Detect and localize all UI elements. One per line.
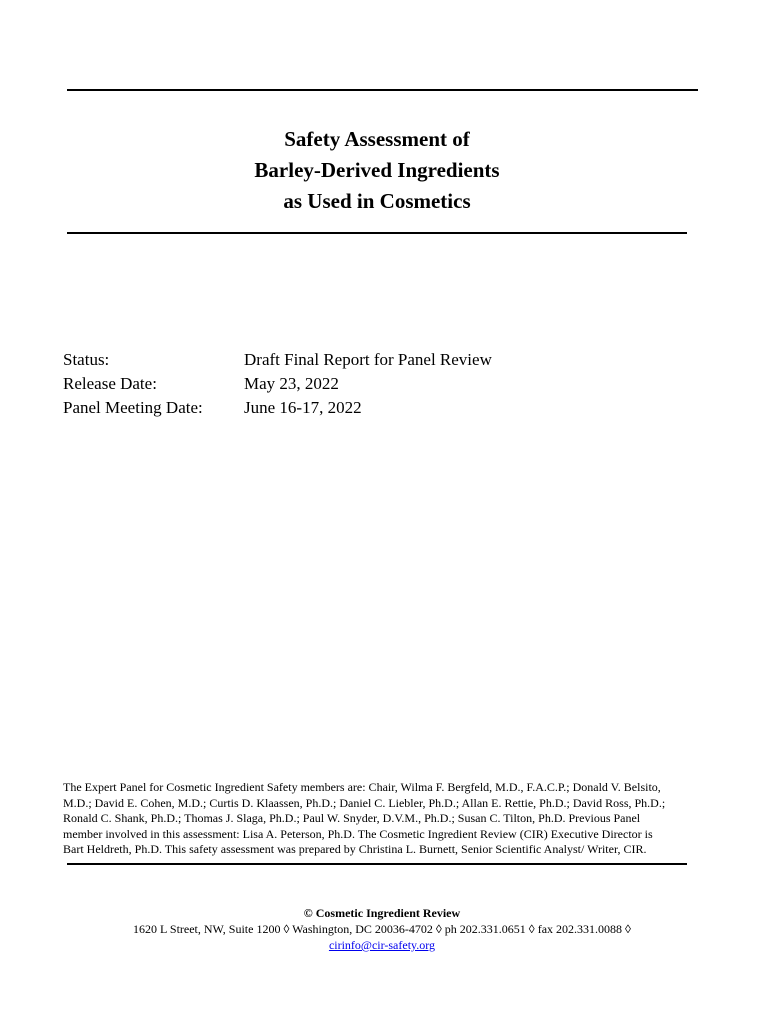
- footer-email-link[interactable]: cirinfo@cir-safety.org: [328, 938, 436, 952]
- panel-line-2: M.D.; David E. Cohen, M.D.; Curtis D. Klaassen, Ph.D.; Daniel C. Liebler, Ph.D.; Allan E. Rettie, Ph.D.; David Ross, Ph.D.;: [63, 795, 666, 810]
- release-date-label: Release Date:: [63, 374, 157, 393]
- release-date-value: May 23, 2022: [244, 374, 339, 393]
- title-line-1: Safety Assessment of: [284, 127, 470, 151]
- panel-meeting-date-value: June 16-17, 2022: [244, 398, 362, 417]
- title-divider: [67, 232, 687, 234]
- top-divider: [67, 89, 698, 91]
- expert-panel-paragraph: [63, 780, 703, 858]
- panel-meeting-date-label: Panel Meeting Date:: [63, 398, 203, 417]
- footer-divider: [67, 863, 687, 865]
- footer-organization: © Cosmetic Ingredient Review: [303, 906, 461, 920]
- title-line-3: as Used in Cosmetics: [283, 189, 471, 213]
- title-line-2: Barley-Derived Ingredients: [254, 158, 500, 182]
- footer-address: 1620 L Street, NW, Suite 1200 ◊ Washington, DC 20036-4702 ◊ ph 202.331.0651 ◊ fax 202.331.0088 ◊: [133, 922, 631, 936]
- document-title: [67, 124, 687, 217]
- panel-line-5: Bart Heldreth, Ph.D. This safety assessment was prepared by Christina L. Burnett, Senior Scientific Analyst/ Writer, CIR.: [63, 842, 647, 856]
- panel-line-1: The Expert Panel for Cosmetic Ingredient Safety members are: Chair, Wilma F. Bergfeld, M.D., F.A.C.P.; Donald V. Belsito,: [63, 780, 661, 794]
- panel-line-3: Ronald C. Shank, Ph.D.; Thomas J. Slaga, Ph.D.; Paul W. Snyder, D.V.M., Ph.D.; Susan C. Tilton, Ph.D. Previous Panel: [63, 811, 641, 825]
- status-label: Status:: [63, 350, 110, 369]
- footer: [67, 905, 697, 953]
- status-value: Draft Final Report for Panel Review: [244, 350, 492, 369]
- panel-line-4: member involved in this assessment: Lisa A. Peterson, Ph.D. The Cosmetic Ingredient Review (CIR) Executive Director is: [63, 826, 653, 841]
